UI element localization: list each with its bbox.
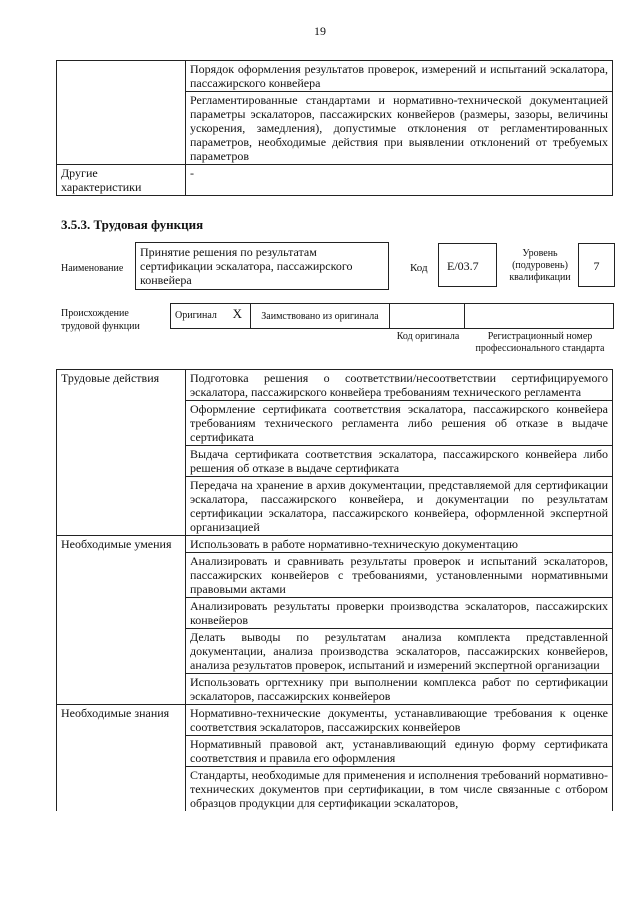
- group-label-knowledge: Необходимые знания: [57, 705, 186, 812]
- name-label: Наименование: [61, 263, 124, 274]
- group-item: Нормативный правовой акт, устанавливающий единую форму сертификата соответствия и правила его оформления: [186, 736, 613, 767]
- table-row: [57, 165, 613, 196]
- table-row: [171, 304, 614, 329]
- section-title: 3.5.3. Трудовая функция: [61, 217, 204, 232]
- group-label-actions: Трудовые действия: [57, 370, 186, 536]
- table-row: [57, 92, 613, 165]
- table-row: [57, 705, 613, 736]
- reg-caption: Регистрационный номер профессионального стандарта: [475, 331, 605, 354]
- table-row: [57, 61, 613, 92]
- group-item: Выдача сертификата соответствия эскалатора, пассажирского конвейера либо решения об отказе в выдаче сертификата: [186, 446, 613, 477]
- group-label-skills: Необходимые умения: [57, 536, 186, 705]
- group-item: Использовать оргтехнику при выполнении комплекса работ по сертификации эскалаторов, пассажирских конвейеров: [186, 674, 613, 705]
- group-item: Анализировать и сравнивать результаты проверок и испытаний эскалаторов, пассажирских конвейеров с требованиями, установленными нормативными правовыми актами: [186, 553, 613, 598]
- group-item: Делать выводы по результатам анализа комплекта представленной документации, анализа производства эскалаторов, пассажирских конвейеров, анализа результатов проверок, испытаний и измерений экспертной организации: [186, 629, 613, 674]
- group-item: Использовать в работе нормативно-техническую документацию: [186, 536, 613, 553]
- table-row: [57, 536, 613, 553]
- group-item: Нормативно-технические документы, устанавливающие требования к оценке соответствия эскалаторов, пассажирских конвейеров: [186, 705, 613, 736]
- table-row: [57, 370, 613, 401]
- group-item: Передача на хранение в архив документации, представляемой для сертификации эскалатора, пассажирского конвейера, и документации по результатам сертификации эскалатора, пассажирского конвейера, оформленной экспертной организацией: [186, 477, 613, 536]
- code-value-box: E/03.7: [438, 243, 497, 287]
- original-code-cell: [390, 304, 465, 329]
- borrowed-cell: Заимствовано из оригинала: [251, 304, 390, 329]
- function-name-box: Принятие решения по результатам сертификации эскалатора, пассажирского конвейера: [135, 242, 389, 290]
- row-label: [57, 92, 186, 165]
- main-table: [56, 369, 613, 811]
- origin-label: [61, 307, 161, 333]
- level-value-box: 7: [578, 243, 615, 287]
- row-text: Регламентированные стандартами и нормативно-технической документацией параметры эскалаторов, пассажирских конвейеров (размеры, зазоры, величины ускорения, замедления), допустимые отклонения от регламентированных параметров, необходимые действия при выявлении отклонений от требуемых параметров: [186, 92, 613, 165]
- reg-number-cell: [465, 304, 614, 329]
- group-item: Оформление сертификата соответствия эскалатора, пассажирского конвейера требованиям технического регламента либо решения об отказе в выдаче сертификата: [186, 401, 613, 446]
- group-item: Анализировать результаты проверки производства эскалаторов, пассажирских конвейеров: [186, 598, 613, 629]
- origin-label-text: Происхождение трудовой функции: [61, 308, 140, 332]
- original-mark: X: [232, 306, 242, 321]
- page-number: 19: [314, 24, 326, 38]
- original-label: Оригинал: [175, 310, 217, 321]
- group-item: Стандарты, необходимые для применения и исполнения требований нормативно-технических документов при сертификации, в том числе связанные с отбором образцов продукции для сертификации эскалаторов,: [186, 767, 613, 812]
- row-label: [57, 61, 186, 92]
- row-text: Порядок оформления результатов проверок, измерений и испытаний эскалатора, пассажирского конвейера: [186, 61, 613, 92]
- code-caption: Код оригинала: [396, 331, 460, 342]
- top-table: [56, 60, 613, 196]
- row-label: Другие характеристики: [57, 165, 186, 196]
- level-label: Уровень (подуровень) квалификации: [509, 248, 571, 283]
- origin-table: [170, 303, 614, 329]
- original-cell: [171, 304, 251, 329]
- group-item: Подготовка решения о соответствии/несоответствии сертифицируемого эскалатора, пассажирского конвейера требованиям технического регламента: [186, 370, 613, 401]
- code-label: Код: [410, 262, 428, 274]
- row-text: -: [186, 165, 613, 196]
